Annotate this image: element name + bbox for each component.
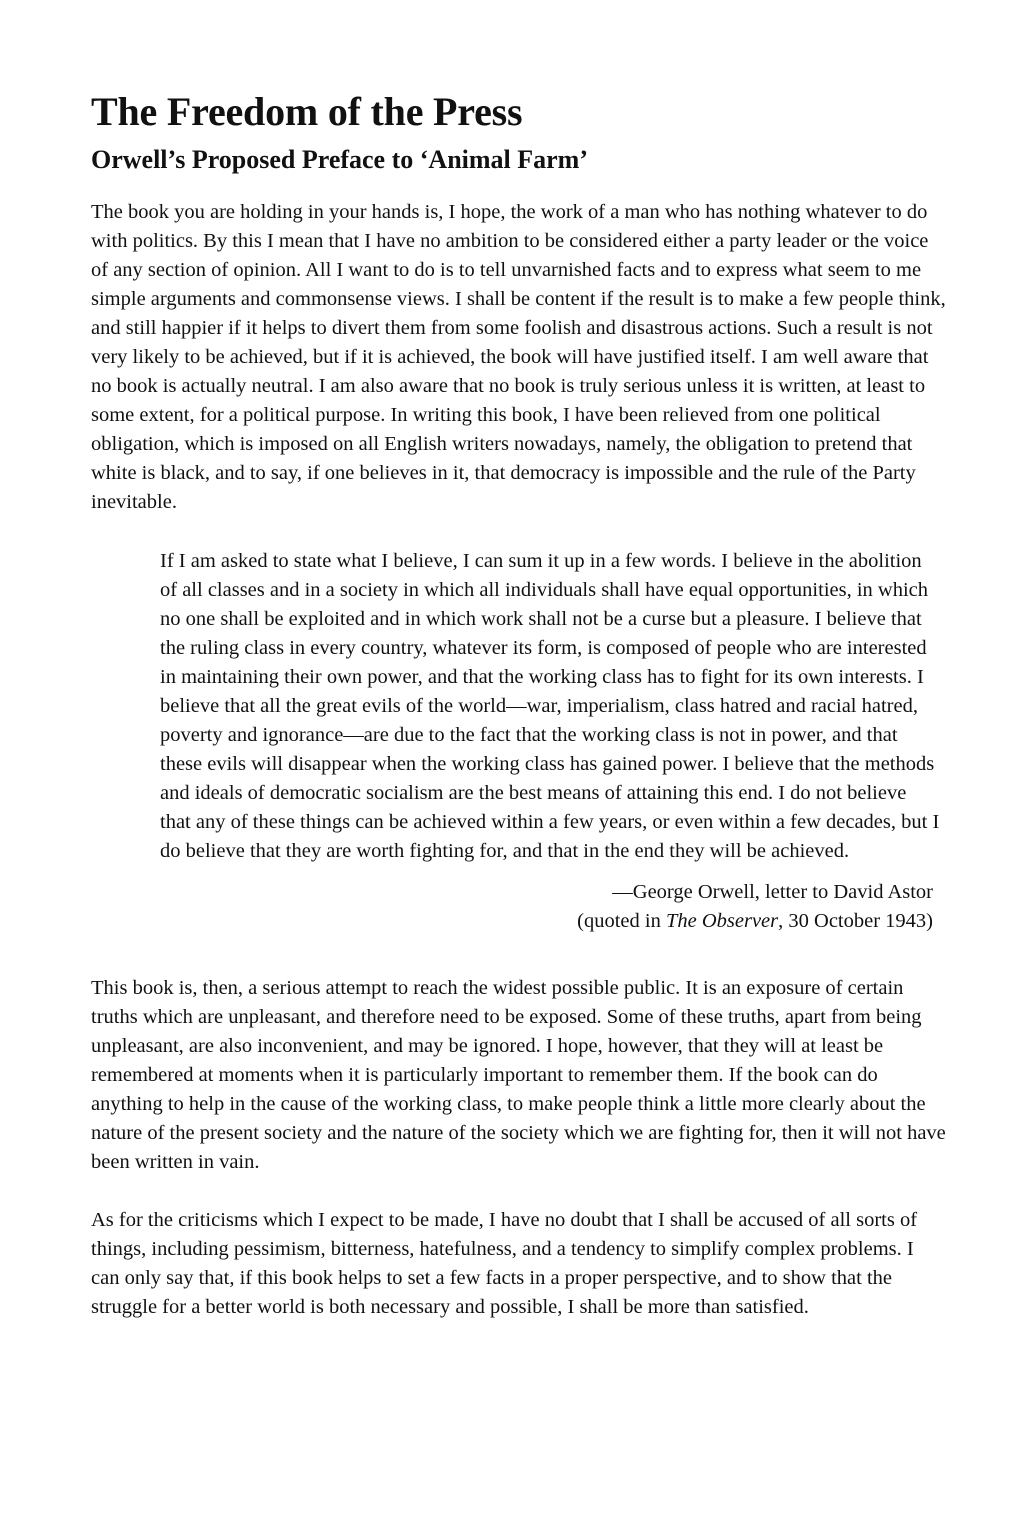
quote-text: If I am asked to state what I believe, I can sum it up in a few words. I believe in the abolition of all classes and in a society in which all individuals shall have equal opportunities, in which no one shall be exploited and in which work shall not be a curse but a pleasure. I believe that the ruling class in every country, whatever its form, is composed of people who are interested in maintaining their own power, and that the working class has to fight for its own interests. I believe that all the great evils of the world—war, imperialism, class hatred and racial hatred, poverty and ignorance—are due to the fact that the working class is not in power, and that these evils will disappear when the working class has gained power. I believe that the methods and ideals of democratic socialism are the best means of attaining this end. I do not believe that any of these things can be achieved within a few years, or even within a few decades, but I do believe that they are worth fighting for, and that in the end they will be achieved. — [160, 550, 940, 862]
block-quote — [160, 547, 940, 936]
attribution-line-1: —George Orwell, letter to David Astor — [612, 881, 933, 903]
body-paragraph-1: The book you are holding in your hands is, I hope, the work of a man who has nothing whatever to do with politics. By this I mean that I have no ambition to be considered either a party leader or the voice of any section of opinion. All I want to do is to tell unvarnished facts and to express what seem to me simple arguments and commonsense views. I shall be content if the result is to make a few people think, and still happier if it helps to divert them from some foolish and disastrous actions. Such a result is not very likely to be achieved, but if it is achieved, the book will have justified itself. I am well aware that no book is actually neutral. I am also aware that no book is truly serious unless it is written, at least to some extent, for a political purpose. In writing this book, I have been relieved from one political obligation, which is imposed on all English writers nowadays, namely, the obligation to pretend that white is black, and to say, if one believes in it, that democracy is impossible and the rule of the Party inevitable. — [91, 201, 946, 513]
body-paragraph-3: As for the criticisms which I expect to be made, I have no doubt that I shall be accused of all sorts of things, including pessimism, bitterness, hatefulness, and a tendency to simplify complex problems. I can only say that, if this book helps to set a few facts in a proper perspective, and to show that the struggle for a better world is both necessary and possible, I shall be more than satisfied. — [91, 1209, 918, 1318]
quote-attribution — [160, 878, 933, 936]
document-page — [91, 88, 946, 1322]
attribution-suffix: , 30 October 1943) — [778, 910, 933, 932]
attribution-prefix: (quoted in — [577, 910, 666, 932]
publication-name: The Observer — [665, 910, 779, 932]
body-paragraph-2: This book is, then, a serious attempt to reach the widest possible public. It is an exposure of certain truths which are unpleasant, and therefore need to be exposed. Some of these truths, apart from being unpleasant, are also inconvenient, and may be ignored. I hope, however, that they will at least be remembered at moments when it is particularly important to remember them. If the book can do anything to help in the cause of the working class, to make people think a little more clearly about the nature of the present society and the nature of the society which we are fighting for, then it will not have been written in vain. — [91, 977, 946, 1173]
page-subtitle: Orwell’s Proposed Preface to ‘Animal Farm’ — [91, 145, 588, 174]
attribution-line-2 — [160, 907, 933, 936]
page-title: The Freedom of the Press — [91, 89, 523, 134]
